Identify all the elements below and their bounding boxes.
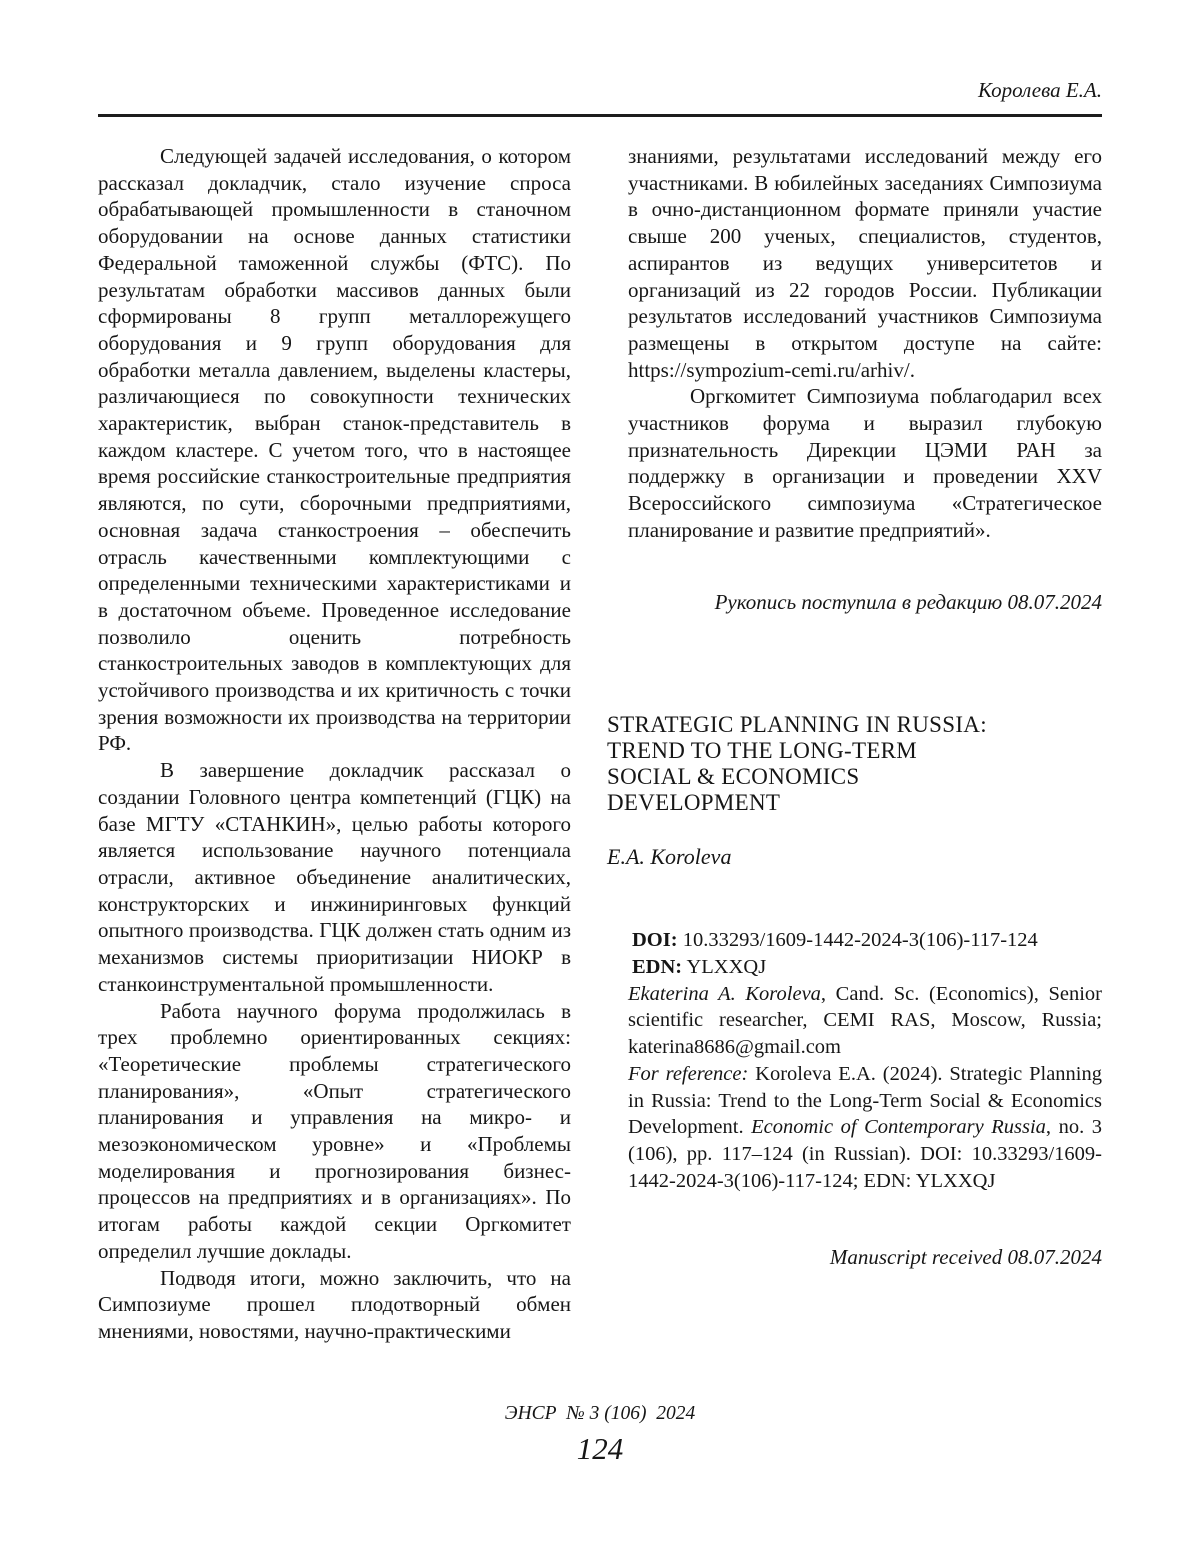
reference-text-1: Koroleva E.A. (2024). Strategic Planning in Russia: Trend to the Long-Term Social & Economics Development. (628, 1062, 1102, 1139)
body-paragraph: Работа научного форума продолжилась в трех проблемно ориентированных секциях: «Теоретические проблемы стратегического планирования», «Опыт стратегического планирования и управления на микро- и мезоэкономическом уровне» и «Проблемы моделирования и прогнозирования бизнес-процессов на предприятиях и в организациях». По итогам работы каждой секции Оргкомитет определил лучшие доклады. (98, 998, 571, 1263)
body-paragraph: Оргкомитет Симпозиума поблагодарил всех участников форума и выразил глубокую признательность Дирекции ЦЭМИ РАН за поддержку в организации и проведении XXV Всероссийского симпозиума «Стратегическое планирование и развитие предприятий». (628, 384, 1102, 542)
english-title-line: TREND TO THE LONG-TERM (607, 737, 918, 763)
english-title (607, 712, 1102, 817)
body-paragraph: Подводя итоги, можно заключить, что на Симпозиуме прошел плодотворный обмен мнениями, новостями, научно-практическими (98, 1265, 571, 1343)
doi-label: DOI: (632, 928, 678, 951)
reference-label: For reference: (628, 1062, 749, 1085)
doi-line (632, 927, 1102, 954)
reference-text-2: , no. 3 (106), pp. 117–124 (in Russian). DOI: 10.33293/1609-1442-2024-3(106)-117-124; EDN: YLXXQJ (628, 1116, 1102, 1192)
footer-journal-line: ЭНСР № 3 (106) 2024 (504, 1403, 696, 1424)
edn-label: EDN: (632, 955, 683, 978)
manuscript-received-en: Manuscript received 08.07.2024 (829, 1245, 1102, 1270)
body-paragraph: В завершение докладчик рассказал о создании Головного центра компетенций (ГЦК) на базе МГТУ «СТАНКИН», целью работы которого является использование научного потенциала отрасли, активное объединение аналитических, конструкторских и инжиниринговых функций опытного производства. ГЦК должен стать одним из механизмов системы приоритизации НИОКР в станкоинструментальной промышленности. (98, 758, 571, 996)
right-column (607, 143, 1102, 1271)
english-title-line: STRATEGIC PLANNING IN RUSSIA: (607, 711, 987, 737)
header-rule (98, 114, 1102, 117)
doi-edn-block (632, 927, 1102, 981)
author-bio-name: Ekaterina A. Koroleva (628, 982, 821, 1005)
author-bio-rest: , Cand. Sc. (Economics), Senior scientific researcher, CEMI RAS, Moscow, Russia; katerina8686@gmail.com (628, 982, 1102, 1059)
english-author: E.A. Koroleva (607, 843, 732, 869)
left-column (98, 143, 571, 1345)
english-title-line: SOCIAL & ECONOMICS (607, 764, 860, 790)
manuscript-received-ru: Рукопись поступила в редакцию 08.07.2024 (714, 589, 1102, 614)
citation-reference (628, 1061, 1102, 1195)
running-head-author: Королева Е.А. (977, 78, 1102, 102)
footer-page-number: 124 (576, 1431, 624, 1466)
english-title-line: DEVELOPMENT (607, 790, 781, 816)
body-paragraph: Следующей задачей исследования, о котором рассказал докладчик, стало изучение спроса обрабатывающей промышленности в станочном оборудовании на основе данных статистики Федеральной таможенной службы (ФТС). По результатам обработки массивов данных были сформированы 8 групп металлорежущего оборудования и 9 групп оборудования для обработки металла давлением, выделены кластеры, различающиеся по совокупности технических характеристик, выбран станок-представитель в каждом кластере. С учетом того, что в настоящее время российские станкостроительные предприятия являются, по сути, сборочными предприятиями, основная задача станкостроения – обеспечить отрасль качественными комплектующими с определенными техническими характеристиками и в достаточном объеме. Проведенное исследование позволило оценить потребность станкостроительных заводов в комплектующих для устойчивого производства и их критичность с точки зрения возможности их производства на территории РФ. (98, 144, 571, 756)
doi-value: 10.33293/1609-1442-2024-3(106)-117-124 (677, 928, 1038, 951)
edn-value: YLXXQJ (682, 955, 767, 978)
author-bio (628, 981, 1102, 1061)
body-paragraph-continuation: знаниями, результатами исследований между его участниками. В юбилейных заседаниях Симпозиума в очно-дистанционном формате приняли участие свыше 200 ученых, специалистов, студентов, аспирантов из ведущих университетов и организаций из 22 городов России. Публикации результатов исследований участников Симпозиума размещены в открытом доступе на сайте: https://sympozium-cemi.ru/arhiv/. (628, 144, 1102, 382)
reference-journal-name: Economic of Contemporary Russia (751, 1116, 1046, 1139)
edn-line (632, 954, 1102, 981)
